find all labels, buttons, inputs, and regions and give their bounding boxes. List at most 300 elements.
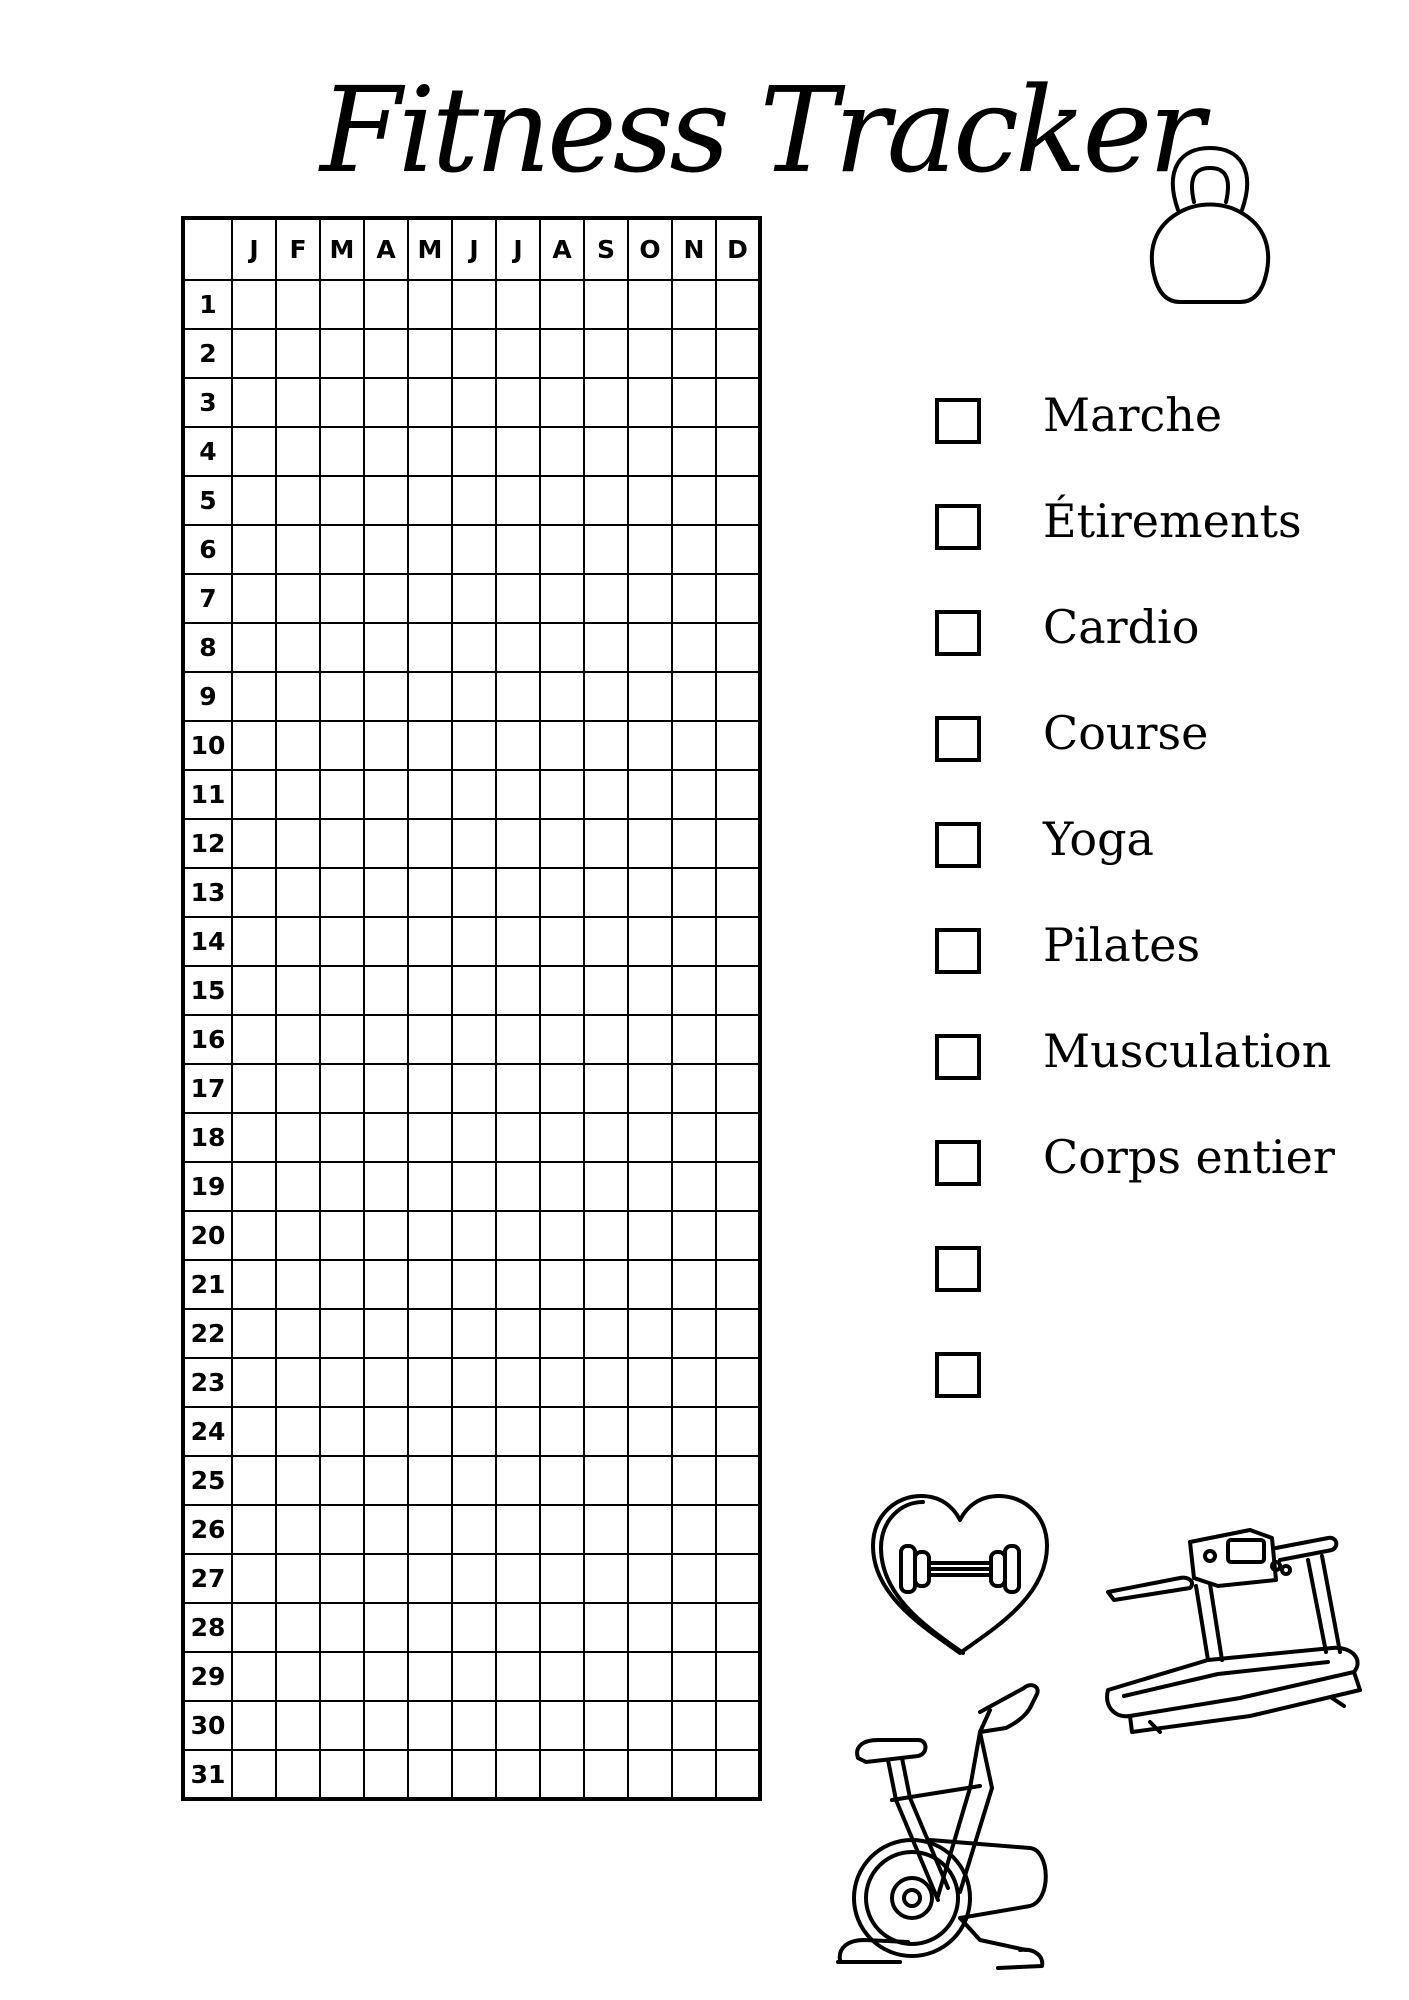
- tracker-cell[interactable]: [320, 574, 364, 623]
- tracker-cell[interactable]: [452, 868, 496, 917]
- tracker-cell[interactable]: [540, 721, 584, 770]
- tracker-cell[interactable]: [584, 1162, 628, 1211]
- tracker-cell[interactable]: [584, 1260, 628, 1309]
- tracker-cell[interactable]: [540, 623, 584, 672]
- tracker-cell[interactable]: [364, 1554, 408, 1603]
- tracker-cell[interactable]: [672, 819, 716, 868]
- tracker-cell[interactable]: [584, 819, 628, 868]
- tracker-cell[interactable]: [584, 917, 628, 966]
- tracker-cell[interactable]: [452, 1603, 496, 1652]
- tracker-cell[interactable]: [716, 1652, 760, 1701]
- tracker-cell[interactable]: [496, 1260, 540, 1309]
- tracker-cell[interactable]: [628, 378, 672, 427]
- tracker-cell[interactable]: [716, 1750, 760, 1799]
- tracker-cell[interactable]: [584, 574, 628, 623]
- tracker-cell[interactable]: [232, 770, 276, 819]
- tracker-cell[interactable]: [672, 1358, 716, 1407]
- tracker-cell[interactable]: [540, 427, 584, 476]
- tracker-cell[interactable]: [364, 1309, 408, 1358]
- tracker-cell[interactable]: [496, 917, 540, 966]
- tracker-cell[interactable]: [496, 1603, 540, 1652]
- tracker-cell[interactable]: [232, 819, 276, 868]
- tracker-cell[interactable]: [496, 427, 540, 476]
- activity-checkbox[interactable]: [935, 504, 981, 550]
- tracker-cell[interactable]: [672, 378, 716, 427]
- tracker-cell[interactable]: [672, 672, 716, 721]
- tracker-cell[interactable]: [320, 770, 364, 819]
- tracker-cell[interactable]: [672, 1652, 716, 1701]
- tracker-cell[interactable]: [408, 1505, 452, 1554]
- tracker-cell[interactable]: [364, 1456, 408, 1505]
- tracker-cell[interactable]: [276, 525, 320, 574]
- tracker-cell[interactable]: [716, 280, 760, 329]
- tracker-cell[interactable]: [364, 1750, 408, 1799]
- tracker-cell[interactable]: [276, 1652, 320, 1701]
- tracker-cell[interactable]: [672, 966, 716, 1015]
- tracker-cell[interactable]: [452, 672, 496, 721]
- tracker-cell[interactable]: [716, 525, 760, 574]
- tracker-cell[interactable]: [320, 1113, 364, 1162]
- tracker-cell[interactable]: [276, 280, 320, 329]
- tracker-cell[interactable]: [496, 819, 540, 868]
- tracker-cell[interactable]: [716, 1162, 760, 1211]
- tracker-cell[interactable]: [408, 1015, 452, 1064]
- tracker-cell[interactable]: [540, 868, 584, 917]
- tracker-cell[interactable]: [496, 1064, 540, 1113]
- tracker-cell[interactable]: [232, 868, 276, 917]
- tracker-cell[interactable]: [408, 1358, 452, 1407]
- tracker-cell[interactable]: [496, 623, 540, 672]
- tracker-cell[interactable]: [364, 574, 408, 623]
- tracker-cell[interactable]: [584, 1113, 628, 1162]
- tracker-cell[interactable]: [540, 1260, 584, 1309]
- tracker-cell[interactable]: [408, 1652, 452, 1701]
- tracker-cell[interactable]: [276, 1015, 320, 1064]
- tracker-cell[interactable]: [452, 476, 496, 525]
- tracker-cell[interactable]: [672, 427, 716, 476]
- tracker-cell[interactable]: [364, 329, 408, 378]
- tracker-cell[interactable]: [320, 427, 364, 476]
- tracker-cell[interactable]: [496, 770, 540, 819]
- tracker-cell[interactable]: [276, 1456, 320, 1505]
- tracker-cell[interactable]: [452, 819, 496, 868]
- tracker-cell[interactable]: [628, 917, 672, 966]
- tracker-cell[interactable]: [408, 1309, 452, 1358]
- tracker-cell[interactable]: [628, 1113, 672, 1162]
- tracker-cell[interactable]: [628, 1358, 672, 1407]
- tracker-cell[interactable]: [320, 1015, 364, 1064]
- activity-item[interactable]: [935, 592, 1355, 698]
- tracker-cell[interactable]: [628, 1701, 672, 1750]
- tracker-cell[interactable]: [408, 623, 452, 672]
- tracker-cell[interactable]: [320, 917, 364, 966]
- tracker-cell[interactable]: [408, 427, 452, 476]
- tracker-cell[interactable]: [232, 672, 276, 721]
- tracker-cell[interactable]: [716, 1211, 760, 1260]
- tracker-cell[interactable]: [452, 1113, 496, 1162]
- tracker-cell[interactable]: [540, 378, 584, 427]
- tracker-cell[interactable]: [716, 1358, 760, 1407]
- tracker-cell[interactable]: [452, 1064, 496, 1113]
- tracker-cell[interactable]: [716, 476, 760, 525]
- tracker-cell[interactable]: [628, 1652, 672, 1701]
- tracker-cell[interactable]: [540, 329, 584, 378]
- tracker-cell[interactable]: [540, 1015, 584, 1064]
- tracker-cell[interactable]: [408, 280, 452, 329]
- tracker-cell[interactable]: [408, 1750, 452, 1799]
- tracker-cell[interactable]: [276, 1505, 320, 1554]
- tracker-cell[interactable]: [364, 427, 408, 476]
- tracker-cell[interactable]: [716, 1113, 760, 1162]
- tracker-cell[interactable]: [408, 525, 452, 574]
- tracker-cell[interactable]: [584, 1211, 628, 1260]
- tracker-cell[interactable]: [716, 1456, 760, 1505]
- tracker-cell[interactable]: [540, 574, 584, 623]
- tracker-cell[interactable]: [320, 1260, 364, 1309]
- tracker-cell[interactable]: [540, 1064, 584, 1113]
- tracker-cell[interactable]: [628, 525, 672, 574]
- tracker-cell[interactable]: [584, 672, 628, 721]
- tracker-cell[interactable]: [540, 1211, 584, 1260]
- tracker-cell[interactable]: [672, 917, 716, 966]
- activity-item[interactable]: [935, 1122, 1355, 1228]
- tracker-cell[interactable]: [320, 1554, 364, 1603]
- tracker-cell[interactable]: [320, 868, 364, 917]
- tracker-cell[interactable]: [452, 966, 496, 1015]
- tracker-cell[interactable]: [320, 623, 364, 672]
- tracker-cell[interactable]: [716, 1309, 760, 1358]
- tracker-cell[interactable]: [496, 1505, 540, 1554]
- tracker-cell[interactable]: [232, 1701, 276, 1750]
- tracker-cell[interactable]: [716, 623, 760, 672]
- tracker-cell[interactable]: [364, 1064, 408, 1113]
- tracker-cell[interactable]: [540, 1750, 584, 1799]
- tracker-cell[interactable]: [540, 917, 584, 966]
- tracker-cell[interactable]: [452, 721, 496, 770]
- tracker-cell[interactable]: [628, 1064, 672, 1113]
- tracker-cell[interactable]: [408, 721, 452, 770]
- tracker-cell[interactable]: [496, 525, 540, 574]
- tracker-cell[interactable]: [716, 1603, 760, 1652]
- activity-checkbox[interactable]: [935, 398, 981, 444]
- tracker-cell[interactable]: [672, 770, 716, 819]
- tracker-cell[interactable]: [452, 623, 496, 672]
- tracker-cell[interactable]: [232, 1064, 276, 1113]
- tracker-cell[interactable]: [584, 721, 628, 770]
- tracker-cell[interactable]: [540, 280, 584, 329]
- tracker-cell[interactable]: [276, 868, 320, 917]
- tracker-cell[interactable]: [540, 672, 584, 721]
- tracker-cell[interactable]: [540, 1358, 584, 1407]
- tracker-cell[interactable]: [584, 1064, 628, 1113]
- tracker-cell[interactable]: [584, 1505, 628, 1554]
- tracker-cell[interactable]: [276, 1309, 320, 1358]
- tracker-cell[interactable]: [628, 1309, 672, 1358]
- tracker-cell[interactable]: [276, 1358, 320, 1407]
- tracker-cell[interactable]: [584, 329, 628, 378]
- tracker-cell[interactable]: [232, 525, 276, 574]
- tracker-cell[interactable]: [232, 1113, 276, 1162]
- tracker-cell[interactable]: [276, 1407, 320, 1456]
- tracker-cell[interactable]: [716, 721, 760, 770]
- tracker-cell[interactable]: [232, 1750, 276, 1799]
- tracker-cell[interactable]: [452, 1015, 496, 1064]
- tracker-cell[interactable]: [628, 1162, 672, 1211]
- tracker-cell[interactable]: [452, 1554, 496, 1603]
- tracker-cell[interactable]: [628, 1407, 672, 1456]
- tracker-cell[interactable]: [408, 770, 452, 819]
- tracker-cell[interactable]: [364, 280, 408, 329]
- tracker-cell[interactable]: [320, 1750, 364, 1799]
- tracker-cell[interactable]: [628, 721, 672, 770]
- tracker-cell[interactable]: [540, 525, 584, 574]
- tracker-cell[interactable]: [584, 1750, 628, 1799]
- tracker-cell[interactable]: [496, 1358, 540, 1407]
- tracker-cell[interactable]: [320, 819, 364, 868]
- tracker-cell[interactable]: [364, 1505, 408, 1554]
- tracker-cell[interactable]: [320, 378, 364, 427]
- tracker-cell[interactable]: [364, 966, 408, 1015]
- tracker-cell[interactable]: [320, 1407, 364, 1456]
- tracker-cell[interactable]: [364, 1701, 408, 1750]
- tracker-cell[interactable]: [232, 966, 276, 1015]
- tracker-cell[interactable]: [496, 1162, 540, 1211]
- tracker-cell[interactable]: [716, 819, 760, 868]
- tracker-cell[interactable]: [716, 1015, 760, 1064]
- tracker-cell[interactable]: [408, 1603, 452, 1652]
- tracker-cell[interactable]: [452, 329, 496, 378]
- tracker-cell[interactable]: [320, 672, 364, 721]
- tracker-cell[interactable]: [672, 1064, 716, 1113]
- tracker-cell[interactable]: [320, 1211, 364, 1260]
- tracker-cell[interactable]: [276, 1554, 320, 1603]
- tracker-cell[interactable]: [232, 1260, 276, 1309]
- tracker-cell[interactable]: [584, 1407, 628, 1456]
- activity-checkbox[interactable]: [935, 928, 981, 974]
- tracker-cell[interactable]: [672, 1260, 716, 1309]
- tracker-cell[interactable]: [232, 476, 276, 525]
- activity-item[interactable]: [935, 910, 1355, 1016]
- tracker-cell[interactable]: [232, 1015, 276, 1064]
- tracker-cell[interactable]: [584, 1701, 628, 1750]
- tracker-cell[interactable]: [584, 1015, 628, 1064]
- tracker-cell[interactable]: [540, 1162, 584, 1211]
- tracker-cell[interactable]: [584, 770, 628, 819]
- tracker-cell[interactable]: [320, 329, 364, 378]
- tracker-cell[interactable]: [320, 1603, 364, 1652]
- tracker-cell[interactable]: [452, 427, 496, 476]
- tracker-cell[interactable]: [628, 476, 672, 525]
- tracker-cell[interactable]: [408, 819, 452, 868]
- tracker-cell[interactable]: [364, 721, 408, 770]
- tracker-cell[interactable]: [320, 525, 364, 574]
- tracker-cell[interactable]: [540, 770, 584, 819]
- tracker-cell[interactable]: [672, 1603, 716, 1652]
- tracker-cell[interactable]: [628, 623, 672, 672]
- tracker-cell[interactable]: [320, 966, 364, 1015]
- activity-checkbox[interactable]: [935, 1246, 981, 1292]
- tracker-cell[interactable]: [496, 1554, 540, 1603]
- tracker-cell[interactable]: [716, 966, 760, 1015]
- tracker-cell[interactable]: [584, 476, 628, 525]
- tracker-cell[interactable]: [320, 721, 364, 770]
- tracker-cell[interactable]: [628, 1505, 672, 1554]
- tracker-cell[interactable]: [716, 1505, 760, 1554]
- tracker-cell[interactable]: [540, 1456, 584, 1505]
- tracker-cell[interactable]: [276, 623, 320, 672]
- tracker-cell[interactable]: [672, 1015, 716, 1064]
- tracker-cell[interactable]: [232, 378, 276, 427]
- tracker-cell[interactable]: [584, 1309, 628, 1358]
- tracker-cell[interactable]: [496, 1407, 540, 1456]
- tracker-cell[interactable]: [672, 1113, 716, 1162]
- tracker-cell[interactable]: [364, 1407, 408, 1456]
- tracker-cell[interactable]: [364, 672, 408, 721]
- tracker-cell[interactable]: [672, 1309, 716, 1358]
- tracker-cell[interactable]: [320, 280, 364, 329]
- tracker-cell[interactable]: [496, 378, 540, 427]
- tracker-cell[interactable]: [364, 525, 408, 574]
- tracker-cell[interactable]: [672, 1505, 716, 1554]
- tracker-cell[interactable]: [276, 574, 320, 623]
- tracker-cell[interactable]: [232, 623, 276, 672]
- tracker-cell[interactable]: [628, 966, 672, 1015]
- tracker-cell[interactable]: [408, 329, 452, 378]
- tracker-cell[interactable]: [276, 1701, 320, 1750]
- tracker-cell[interactable]: [408, 1260, 452, 1309]
- tracker-cell[interactable]: [232, 1309, 276, 1358]
- tracker-cell[interactable]: [672, 1407, 716, 1456]
- tracker-cell[interactable]: [364, 476, 408, 525]
- tracker-cell[interactable]: [320, 1456, 364, 1505]
- tracker-cell[interactable]: [672, 721, 716, 770]
- tracker-cell[interactable]: [364, 1260, 408, 1309]
- tracker-cell[interactable]: [408, 1456, 452, 1505]
- tracker-cell[interactable]: [452, 1358, 496, 1407]
- tracker-cell[interactable]: [320, 1162, 364, 1211]
- tracker-cell[interactable]: [672, 868, 716, 917]
- tracker-cell[interactable]: [716, 917, 760, 966]
- tracker-cell[interactable]: [232, 1162, 276, 1211]
- tracker-cell[interactable]: [716, 329, 760, 378]
- tracker-cell[interactable]: [540, 1554, 584, 1603]
- tracker-cell[interactable]: [408, 574, 452, 623]
- activity-checkbox[interactable]: [935, 610, 981, 656]
- tracker-cell[interactable]: [628, 1750, 672, 1799]
- tracker-cell[interactable]: [452, 378, 496, 427]
- tracker-cell[interactable]: [232, 917, 276, 966]
- activity-item[interactable]: [935, 698, 1355, 804]
- tracker-cell[interactable]: [276, 966, 320, 1015]
- tracker-cell[interactable]: [408, 672, 452, 721]
- activity-item[interactable]: [935, 380, 1355, 486]
- tracker-cell[interactable]: [452, 917, 496, 966]
- tracker-cell[interactable]: [232, 1407, 276, 1456]
- tracker-cell[interactable]: [232, 1211, 276, 1260]
- tracker-cell[interactable]: [452, 1701, 496, 1750]
- tracker-cell[interactable]: [364, 868, 408, 917]
- tracker-cell[interactable]: [540, 1113, 584, 1162]
- tracker-cell[interactable]: [628, 1603, 672, 1652]
- tracker-cell[interactable]: [496, 1309, 540, 1358]
- tracker-cell[interactable]: [452, 1652, 496, 1701]
- tracker-cell[interactable]: [584, 966, 628, 1015]
- tracker-cell[interactable]: [584, 1456, 628, 1505]
- tracker-cell[interactable]: [452, 1211, 496, 1260]
- tracker-cell[interactable]: [496, 1211, 540, 1260]
- tracker-cell[interactable]: [232, 574, 276, 623]
- tracker-cell[interactable]: [628, 672, 672, 721]
- tracker-cell[interactable]: [496, 868, 540, 917]
- tracker-cell[interactable]: [364, 1652, 408, 1701]
- tracker-cell[interactable]: [716, 378, 760, 427]
- tracker-cell[interactable]: [408, 868, 452, 917]
- tracker-cell[interactable]: [584, 525, 628, 574]
- tracker-cell[interactable]: [540, 1603, 584, 1652]
- tracker-cell[interactable]: [452, 280, 496, 329]
- tracker-cell[interactable]: [408, 1113, 452, 1162]
- tracker-cell[interactable]: [628, 1015, 672, 1064]
- tracker-cell[interactable]: [276, 378, 320, 427]
- tracker-cell[interactable]: [716, 672, 760, 721]
- tracker-cell[interactable]: [672, 329, 716, 378]
- tracker-cell[interactable]: [408, 1554, 452, 1603]
- tracker-cell[interactable]: [452, 1309, 496, 1358]
- tracker-cell[interactable]: [364, 1211, 408, 1260]
- activity-checkbox[interactable]: [935, 1140, 981, 1186]
- tracker-cell[interactable]: [628, 427, 672, 476]
- tracker-cell[interactable]: [408, 1064, 452, 1113]
- tracker-cell[interactable]: [276, 427, 320, 476]
- tracker-cell[interactable]: [584, 280, 628, 329]
- tracker-cell[interactable]: [672, 1211, 716, 1260]
- tracker-cell[interactable]: [452, 1407, 496, 1456]
- tracker-cell[interactable]: [628, 1554, 672, 1603]
- tracker-cell[interactable]: [496, 721, 540, 770]
- tracker-cell[interactable]: [452, 1505, 496, 1554]
- tracker-cell[interactable]: [540, 1407, 584, 1456]
- tracker-cell[interactable]: [320, 1701, 364, 1750]
- tracker-cell[interactable]: [320, 1309, 364, 1358]
- tracker-cell[interactable]: [584, 378, 628, 427]
- tracker-cell[interactable]: [540, 1505, 584, 1554]
- tracker-cell[interactable]: [584, 1652, 628, 1701]
- activity-checkbox[interactable]: [935, 1034, 981, 1080]
- tracker-cell[interactable]: [716, 1407, 760, 1456]
- activity-item-blank[interactable]: [935, 1334, 1355, 1440]
- tracker-cell[interactable]: [672, 476, 716, 525]
- tracker-cell[interactable]: [452, 574, 496, 623]
- tracker-cell[interactable]: [716, 868, 760, 917]
- tracker-cell[interactable]: [232, 280, 276, 329]
- tracker-cell[interactable]: [408, 966, 452, 1015]
- tracker-cell[interactable]: [540, 476, 584, 525]
- tracker-cell[interactable]: [672, 574, 716, 623]
- tracker-cell[interactable]: [232, 721, 276, 770]
- tracker-cell[interactable]: [628, 1260, 672, 1309]
- tracker-cell[interactable]: [540, 819, 584, 868]
- tracker-cell[interactable]: [496, 574, 540, 623]
- tracker-cell[interactable]: [540, 966, 584, 1015]
- tracker-cell[interactable]: [628, 1211, 672, 1260]
- tracker-cell[interactable]: [496, 672, 540, 721]
- tracker-cell[interactable]: [232, 1603, 276, 1652]
- tracker-cell[interactable]: [672, 1750, 716, 1799]
- tracker-cell[interactable]: [496, 1113, 540, 1162]
- tracker-cell[interactable]: [716, 1554, 760, 1603]
- activity-item[interactable]: [935, 1016, 1355, 1122]
- tracker-cell[interactable]: [232, 1456, 276, 1505]
